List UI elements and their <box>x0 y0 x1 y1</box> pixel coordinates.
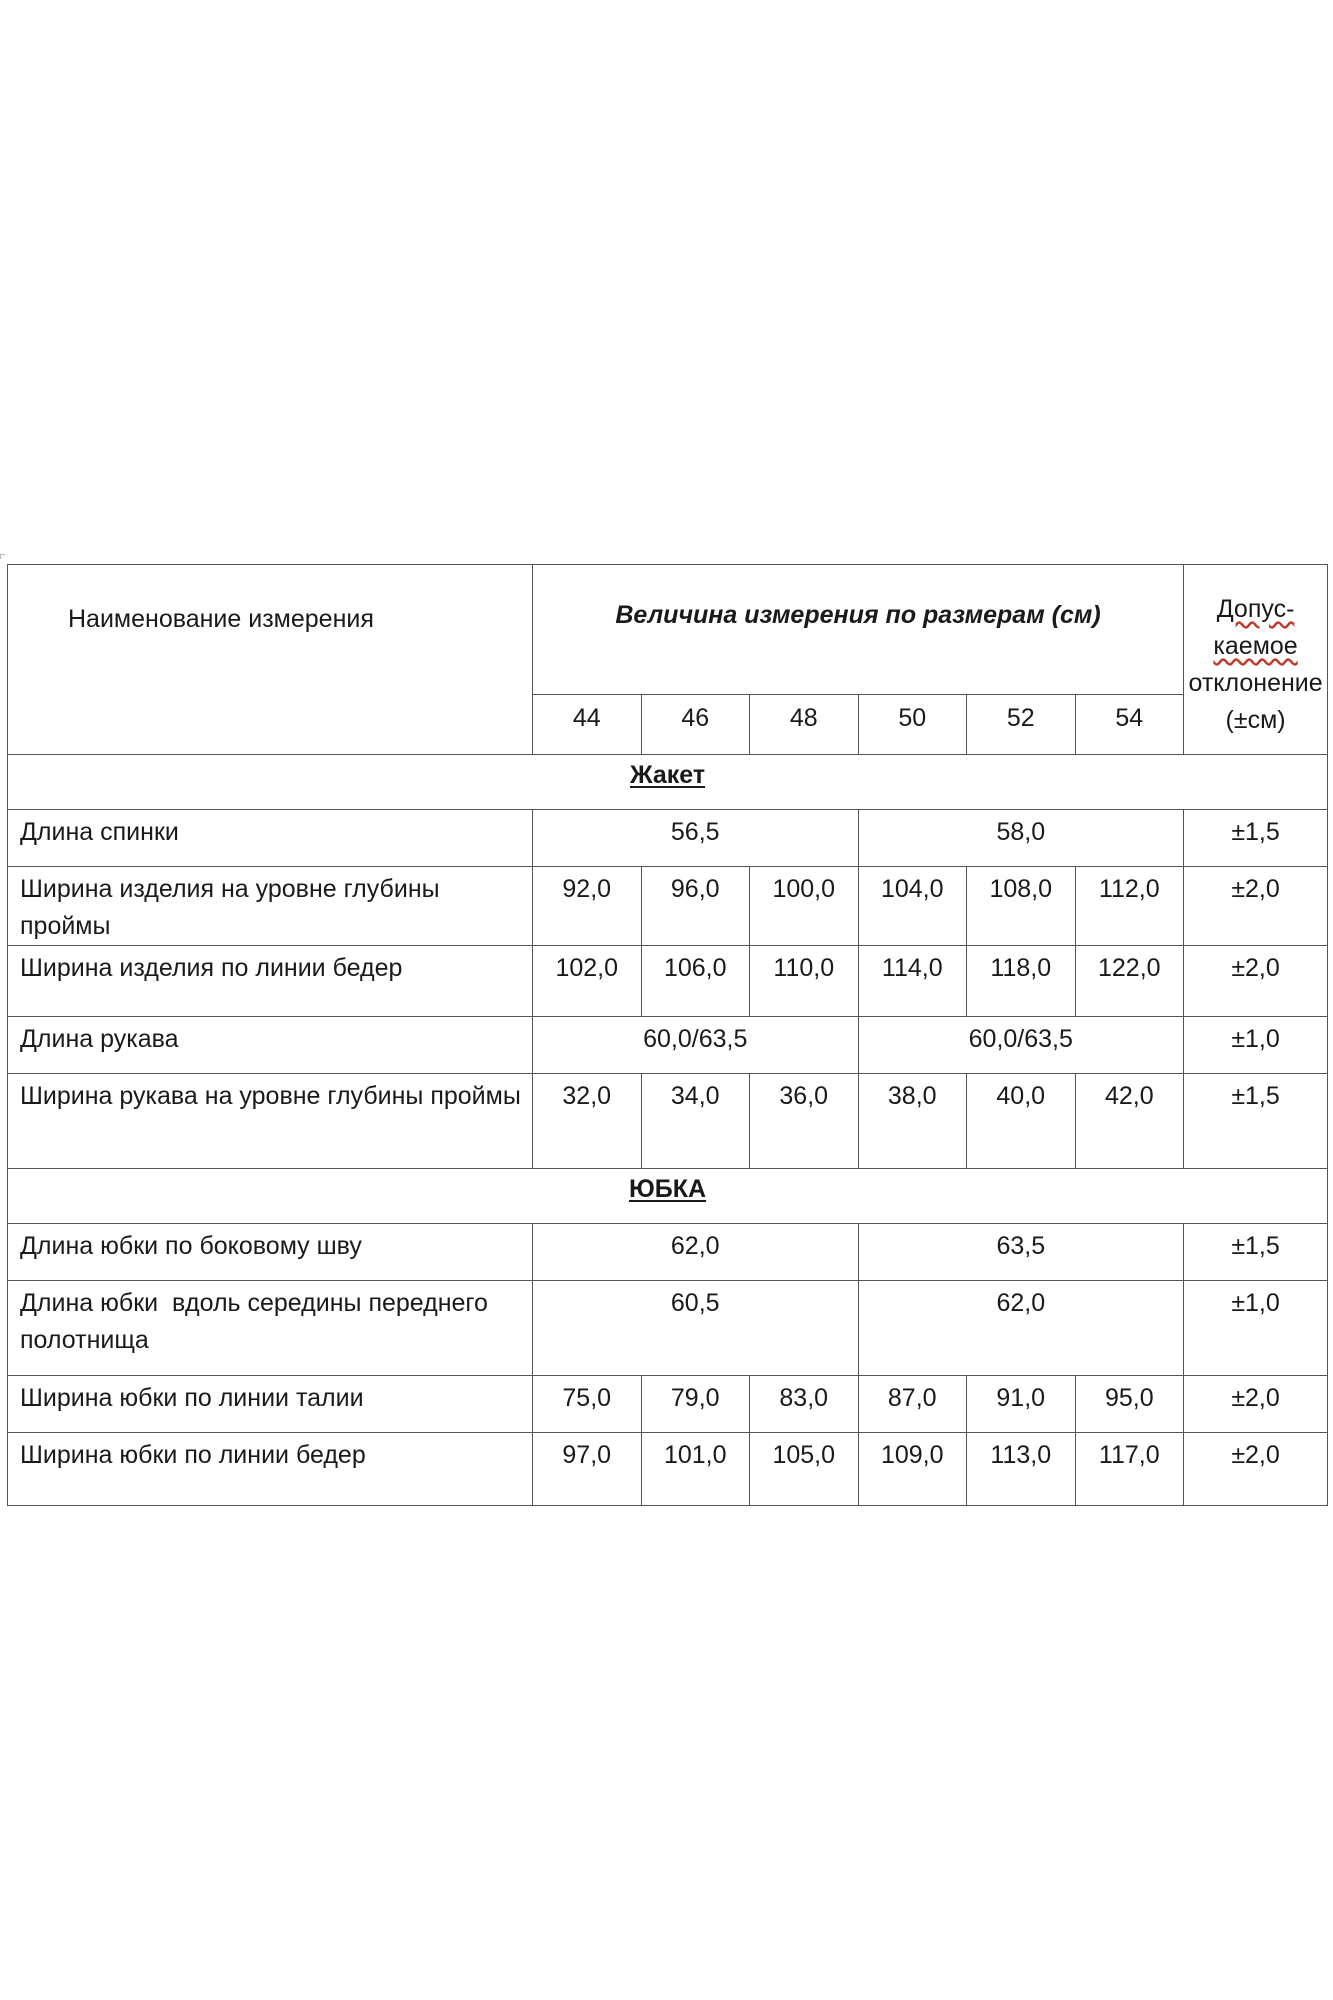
row-name: Ширина юбки по линии талии <box>8 1376 533 1433</box>
value-cell: 113,0 <box>967 1433 1076 1506</box>
size-table <box>7 564 1328 1506</box>
value-cell: 112,0 <box>1075 867 1184 946</box>
size-header-52: 52 <box>967 694 1076 754</box>
tolerance-cell: ±1,0 <box>1184 1281 1328 1376</box>
table-row <box>8 1074 1328 1169</box>
value-cell: 60,0/63,5 <box>533 1017 859 1074</box>
value-cell: 79,0 <box>641 1376 750 1433</box>
value-cell: 118,0 <box>967 946 1076 1017</box>
table-row <box>8 1281 1328 1376</box>
value-cell: 87,0 <box>858 1376 967 1433</box>
measurement-values-header: Величина измерения по размерам (см) <box>533 565 1184 695</box>
section-title-jacket <box>8 755 1328 810</box>
tolerance-cell: ±1,5 <box>1184 1074 1328 1169</box>
size-chart <box>7 564 1327 1506</box>
row-name: Ширина изделия на уровне глубины проймы <box>8 867 533 946</box>
row-name: Длина юбки по боковому шву <box>8 1224 533 1281</box>
value-cell: 100,0 <box>750 867 859 946</box>
value-cell: 91,0 <box>967 1376 1076 1433</box>
value-cell: 42,0 <box>1075 1074 1184 1169</box>
table-row <box>8 1017 1328 1074</box>
tolerance-cell: ±1,5 <box>1184 1224 1328 1281</box>
tolerance-cell: ±2,0 <box>1184 1376 1328 1433</box>
value-cell: 105,0 <box>750 1433 859 1506</box>
value-cell: 56,5 <box>533 810 859 867</box>
measurement-name-header: Наименование измерения <box>8 565 533 755</box>
value-cell: 122,0 <box>1075 946 1184 1017</box>
tolerance-cell: ±1,0 <box>1184 1017 1328 1074</box>
section-row-skirt <box>8 1169 1328 1224</box>
size-header-48: 48 <box>750 694 859 754</box>
value-cell: 96,0 <box>641 867 750 946</box>
value-cell: 114,0 <box>858 946 967 1017</box>
value-cell: 58,0 <box>858 810 1184 867</box>
value-cell: 101,0 <box>641 1433 750 1506</box>
table-row <box>8 1433 1328 1506</box>
value-cell: 83,0 <box>750 1376 859 1433</box>
section-title-jacket-text: Жакет <box>629 761 706 789</box>
tolerance-cell: ±2,0 <box>1184 946 1328 1017</box>
table-row <box>8 1224 1328 1281</box>
tolerance-header-line-3: отклонение <box>1188 669 1323 697</box>
tolerance-header-line-4: (±см) <box>1225 706 1286 734</box>
page-corner-mark <box>0 554 5 559</box>
size-header-50: 50 <box>858 694 967 754</box>
row-name: Длина спинки <box>8 810 533 867</box>
value-cell: 36,0 <box>750 1074 859 1169</box>
size-header-46: 46 <box>641 694 750 754</box>
section-title-skirt-text: ЮБКА <box>628 1175 707 1203</box>
tolerance-header <box>1184 565 1328 755</box>
section-row-jacket <box>8 755 1328 810</box>
value-cell: 62,0 <box>858 1281 1184 1376</box>
row-name: Длина юбки вдоль середины переднего полотнища <box>8 1281 533 1376</box>
value-cell: 60,0/63,5 <box>858 1017 1184 1074</box>
size-header-44: 44 <box>533 694 642 754</box>
row-name: Ширина рукава на уровне глубины проймы <box>8 1074 533 1169</box>
value-cell: 108,0 <box>967 867 1076 946</box>
tolerance-cell: ±2,0 <box>1184 1433 1328 1506</box>
value-cell: 60,5 <box>533 1281 859 1376</box>
value-cell: 117,0 <box>1075 1433 1184 1506</box>
value-cell: 32,0 <box>533 1074 642 1169</box>
value-cell: 92,0 <box>533 867 642 946</box>
row-name: Длина рукава <box>8 1017 533 1074</box>
tolerance-header-line-2: каемое <box>1213 632 1298 660</box>
tolerance-header-line-1: Допус- <box>1216 595 1295 623</box>
tolerance-cell: ±2,0 <box>1184 867 1328 946</box>
value-cell: 40,0 <box>967 1074 1076 1169</box>
value-cell: 110,0 <box>750 946 859 1017</box>
size-header-54: 54 <box>1075 694 1184 754</box>
value-cell: 34,0 <box>641 1074 750 1169</box>
value-cell: 75,0 <box>533 1376 642 1433</box>
value-cell: 95,0 <box>1075 1376 1184 1433</box>
value-cell: 62,0 <box>533 1224 859 1281</box>
value-cell: 38,0 <box>858 1074 967 1169</box>
value-cell: 106,0 <box>641 946 750 1017</box>
table-row <box>8 946 1328 1017</box>
tolerance-cell: ±1,5 <box>1184 810 1328 867</box>
value-cell: 104,0 <box>858 867 967 946</box>
value-cell: 109,0 <box>858 1433 967 1506</box>
table-row <box>8 810 1328 867</box>
row-name: Ширина юбки по линии бедер <box>8 1433 533 1506</box>
value-cell: 63,5 <box>858 1224 1184 1281</box>
header-row <box>8 565 1328 695</box>
table-row <box>8 867 1328 946</box>
table-row <box>8 1376 1328 1433</box>
section-title-skirt <box>8 1169 1328 1224</box>
value-cell: 102,0 <box>533 946 642 1017</box>
row-name: Ширина изделия по линии бедер <box>8 946 533 1017</box>
value-cell: 97,0 <box>533 1433 642 1506</box>
